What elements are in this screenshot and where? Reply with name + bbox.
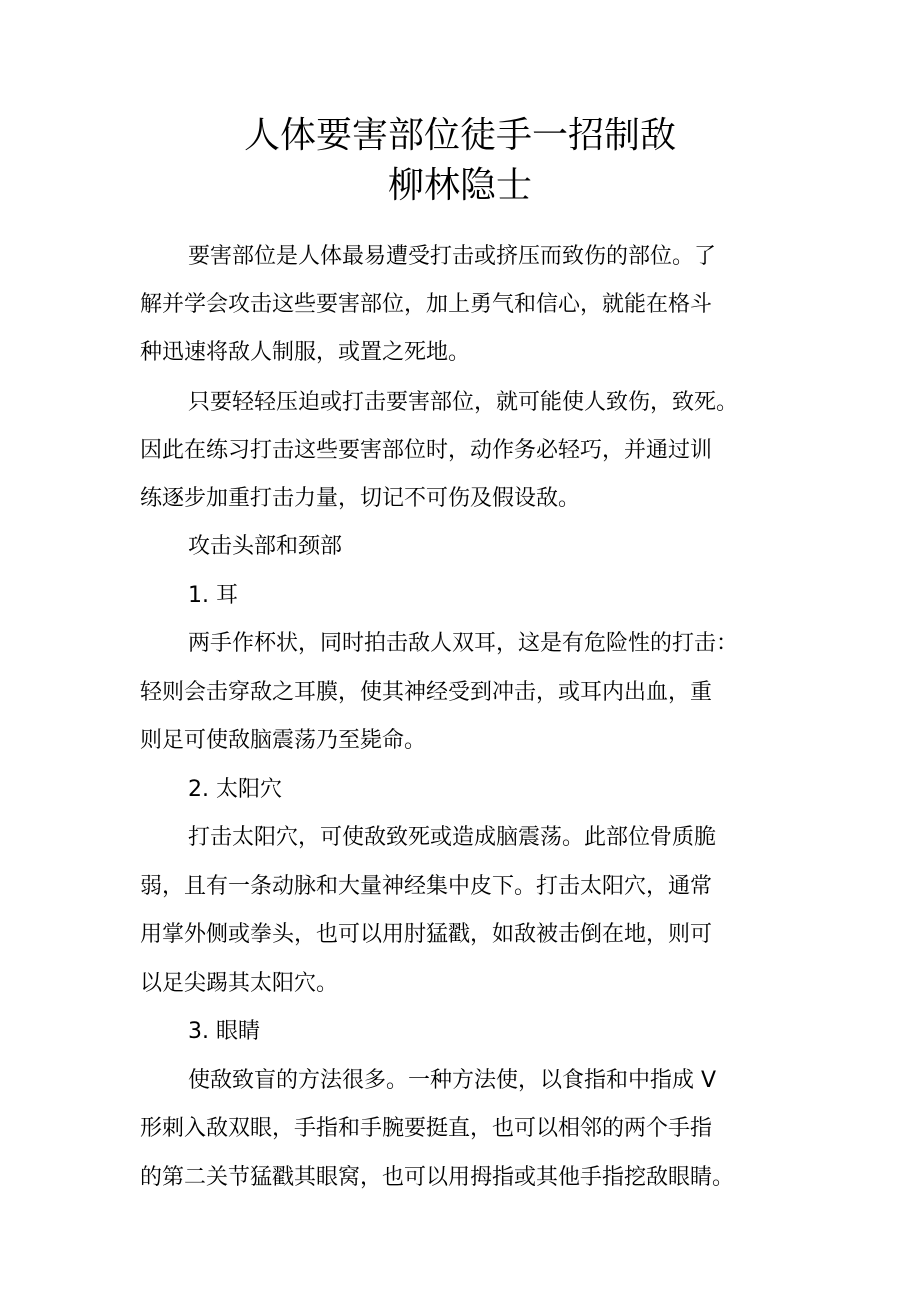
paragraph-line: 用掌外侧或拳头，也可以用肘猛戳，如敌被击倒在地，则可: [140, 922, 713, 947]
subsection-heading: 3. 眼睛: [188, 1019, 260, 1044]
section-heading: 攻击头部和颈部: [188, 534, 343, 559]
paragraph-line: 弱，且有一条动脉和大量神经集中皮下。打击太阳穴，通常: [140, 874, 713, 899]
paragraph-line: 只要轻轻压迫或打击要害部位，就可能使人致伤，致死。: [188, 390, 739, 415]
paragraph-line: 种迅速将敌人制服，或置之死地。: [140, 340, 471, 365]
subsection-heading: 1. 耳: [188, 583, 238, 608]
paragraph-line: 的第二关节猛戳其眼窝，也可以用拇指或其他手指挖敌眼睛。: [140, 1165, 735, 1190]
document-title: 人体要害部位徒手一招制敌: [243, 115, 676, 156]
paragraph-line: 要害部位是人体最易遭受打击或挤压而致伤的部位。了: [188, 244, 717, 269]
document-author: 柳林隐士: [387, 165, 532, 206]
paragraph-line: 则足可使敌脑震荡乃至毙命。: [140, 728, 427, 753]
paragraph-line: 两手作杯状，同时拍击敌人双耳，这是有危险性的打击：: [188, 631, 739, 656]
paragraph-line: 打击太阳穴，可使敌致死或造成脑震荡。此部位骨质脆: [188, 825, 717, 850]
paragraph-line: 因此在练习打击这些要害部位时，动作务必轻巧，并通过训: [140, 438, 713, 463]
paragraph-line: 练逐步加重打击力量，切记不可伤及假设敌。: [140, 486, 581, 511]
subsection-heading: 2. 太阳穴: [188, 777, 282, 802]
paragraph-line: 解并学会攻击这些要害部位，加上勇气和信心，就能在格斗: [140, 292, 713, 317]
paragraph-line: 以足尖踢其太阳穴。: [140, 971, 339, 996]
paragraph-line: 使敌致盲的方法很多。一种方法使，以食指和中指成 V: [188, 1068, 717, 1093]
paragraph-line: 形刺入敌双眼，手指和手腕要挺直，也可以相邻的两个手指: [140, 1116, 713, 1141]
paragraph-line: 轻则会击穿敌之耳膜，使其神经受到冲击，或耳内出血，重: [140, 680, 713, 705]
